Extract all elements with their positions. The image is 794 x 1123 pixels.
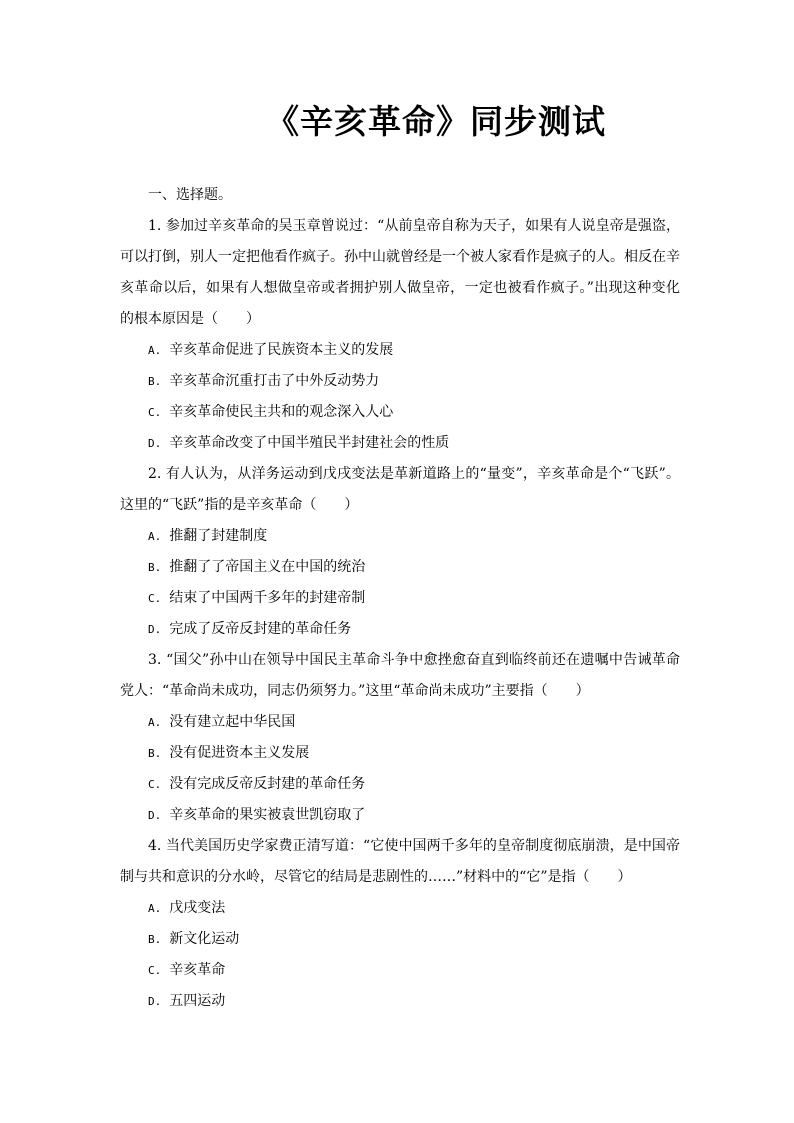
option-text: 辛亥革命的果实被袁世凯窃取了 xyxy=(169,807,366,823)
option-letter: A. xyxy=(148,902,162,915)
option-letter: C. xyxy=(148,406,162,419)
option-text: 推翻了封建制度 xyxy=(169,528,268,544)
option-text: 新文化运动 xyxy=(169,931,240,947)
page-title: 《辛亥革命》同步测试 xyxy=(266,102,606,141)
option-b xyxy=(120,552,680,583)
document-body xyxy=(120,180,680,1017)
option-d xyxy=(120,800,680,831)
option-a xyxy=(120,335,680,366)
option-letter: B. xyxy=(148,933,162,946)
option-letter: D. xyxy=(148,623,162,636)
option-letter: A. xyxy=(148,716,162,729)
question-stem: 2. 有人认为，从洋务运动到戊戌变法是革新道路上的“量变”，辛亥革命是个“飞跃”。这里的“飞跃”指的是辛亥革命（ ） xyxy=(120,466,680,513)
option-text: 没有完成反帝反封建的革命任务 xyxy=(169,776,366,792)
option-a xyxy=(120,893,680,924)
option-text: 戊戌变法 xyxy=(169,900,226,916)
option-b xyxy=(120,738,680,769)
option-text: 完成了反帝反封建的革命任务 xyxy=(169,621,352,637)
option-a xyxy=(120,707,680,738)
option-c xyxy=(120,955,680,986)
question-4 xyxy=(120,831,680,1017)
option-d xyxy=(120,614,680,645)
option-letter: A. xyxy=(148,344,162,357)
option-text: 推翻了了帝国主义在中国的统治 xyxy=(169,559,366,575)
option-letter: D. xyxy=(148,437,162,450)
option-letter: D. xyxy=(148,809,162,822)
option-text: 辛亥革命促进了民族资本主义的发展 xyxy=(169,342,394,358)
question-stem: 4. 当代美国历史学家费正清写道：“它使中国两千多年的皇帝制度彻底崩溃，是中国帝制与共和意识的分水岭，尽管它的结局是悲剧性的……”材料中的“它”是指（ ） xyxy=(120,838,680,885)
option-letter: C. xyxy=(148,592,162,605)
option-letter: B. xyxy=(148,561,162,574)
option-a xyxy=(120,521,680,552)
option-b xyxy=(120,924,680,955)
question-1 xyxy=(120,211,680,459)
option-c xyxy=(120,397,680,428)
option-letter: B. xyxy=(148,375,162,388)
option-c xyxy=(120,769,680,800)
option-d xyxy=(120,428,680,459)
option-text: 没有促进资本主义发展 xyxy=(169,745,310,761)
question-3 xyxy=(120,645,680,831)
option-text: 没有建立起中华民国 xyxy=(169,714,296,730)
option-letter: C. xyxy=(148,964,162,977)
option-text: 结束了中国两千多年的封建帝制 xyxy=(169,590,366,606)
option-text: 辛亥革命 xyxy=(169,962,226,978)
section-heading: 一、选择题。 xyxy=(148,187,232,203)
question-stem: 1. 参加过辛亥革命的吴玉章曾说过：“从前皇帝自称为天子，如果有人说皇帝是强盗，可以打倒，别人一定把他看作疯子。孙中山就曾经是一个被人家看作是疯子的人。相反在辛亥革命以后，如果有人想做皇帝或者拥护别人做皇帝，一定也被看作疯子。”出现这种变化的根本原因是（ ） xyxy=(120,218,680,327)
option-text: 辛亥革命改变了中国半殖民半封建社会的性质 xyxy=(169,435,450,451)
question-stem: 3. “国父”孙中山在领导中国民主革命斗争中愈挫愈奋直到临终前还在遗嘱中告诫革命党人：“革命尚未成功，同志仍须努力。”这里“革命尚未成功”主要指（ ） xyxy=(120,652,680,699)
option-b xyxy=(120,366,680,397)
option-text: 辛亥革命使民主共和的观念深入人心 xyxy=(169,404,394,420)
option-letter: B. xyxy=(148,747,162,760)
option-letter: D. xyxy=(148,995,162,1008)
option-c xyxy=(120,583,680,614)
question-2 xyxy=(120,459,680,645)
option-text: 五四运动 xyxy=(169,993,226,1009)
option-letter: A. xyxy=(148,530,162,543)
option-text: 辛亥革命沉重打击了中外反动势力 xyxy=(169,373,380,389)
option-d xyxy=(120,986,680,1017)
option-letter: C. xyxy=(148,778,162,791)
